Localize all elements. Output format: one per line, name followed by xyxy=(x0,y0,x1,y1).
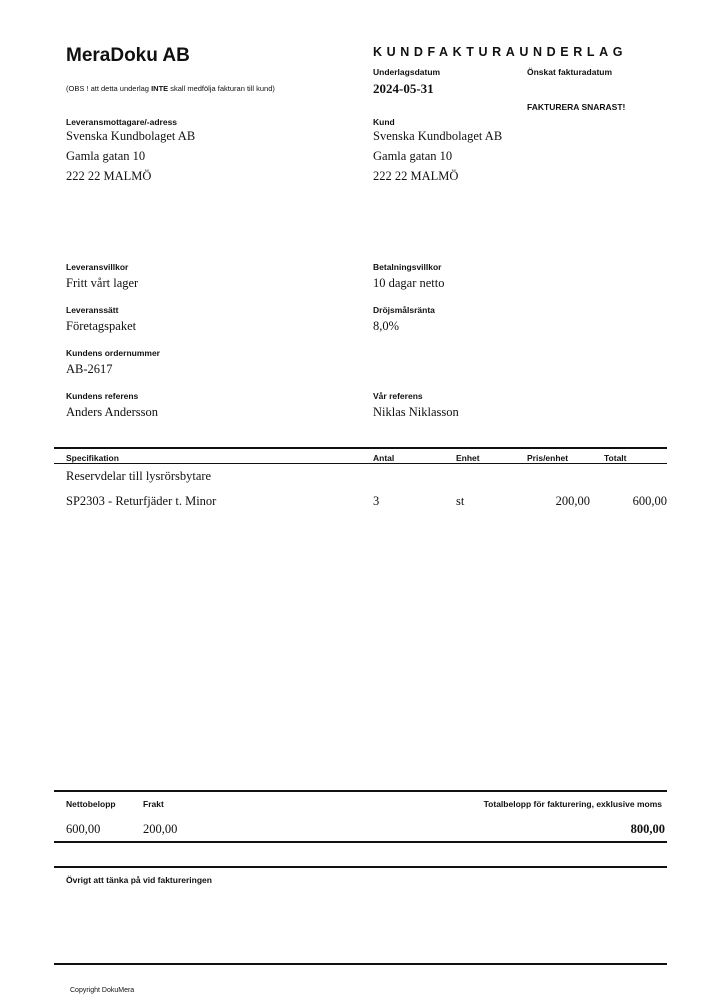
col-header-qty: Antal xyxy=(373,453,395,463)
customer-line-2: Gamla gatan 10 xyxy=(373,149,453,163)
late-interest-label: Dröjsmålsränta xyxy=(373,305,435,315)
item-qty: 3 xyxy=(373,494,380,508)
item-group-title: Reservdelar till lysrörsbytare xyxy=(66,469,212,483)
col-header-price: Pris/enhet xyxy=(527,453,569,463)
items-table-top-rule xyxy=(54,447,667,449)
delivery-address-line-1: Svenska Kundbolaget AB xyxy=(66,129,196,143)
net-amount: 600,00 xyxy=(66,822,101,836)
internal-note-prefix: (OBS ! att detta underlag xyxy=(66,84,152,93)
col-header-unit: Enhet xyxy=(456,453,480,463)
delivery-method: Företagspaket xyxy=(66,319,137,333)
totals-bottom-rule xyxy=(54,841,667,843)
customer-label: Kund xyxy=(373,117,395,127)
payment-terms-label: Betalningsvillkor xyxy=(373,262,442,272)
customer-reference-label: Kundens referens xyxy=(66,391,139,401)
order-number-label: Kundens ordernummer xyxy=(66,348,160,358)
internal-note-suffix: skall medfölja fakturan till kund) xyxy=(168,84,275,93)
requested-date-label: Önskat fakturadatum xyxy=(527,67,613,77)
delivery-address-line-2: Gamla gatan 10 xyxy=(66,149,146,163)
company-name: MeraDoku AB xyxy=(66,45,190,66)
payment-terms: 10 dagar netto xyxy=(373,276,445,290)
order-number: AB-2617 xyxy=(66,362,113,376)
grand-total-label: Totalbelopp för fakturering, exklusive moms xyxy=(483,799,662,809)
item-unit: st xyxy=(456,494,465,508)
grand-total-amount: 800,00 xyxy=(630,822,665,836)
totals-top-rule xyxy=(54,790,667,792)
other-notes-label: Övrigt att tänka på vid faktureringen xyxy=(66,875,212,885)
delivery-address-label: Leveransmottagare/-adress xyxy=(66,117,178,127)
customer-line-1: Svenska Kundbolaget AB xyxy=(373,129,503,143)
our-reference-label: Vår referens xyxy=(373,391,423,401)
customer-line-3: 222 22 MALMÖ xyxy=(373,169,459,183)
item-spec: SP2303 - Returfjäder t. Minor xyxy=(66,494,217,508)
copyright-text: Copyright DokuMera xyxy=(70,987,135,994)
internal-note-emphasis: INTE xyxy=(151,84,169,93)
freight-amount: 200,00 xyxy=(143,822,178,836)
basis-date-label: Underlagsdatum xyxy=(373,67,441,77)
items-table-header-rule xyxy=(54,463,667,464)
customer-reference: Anders Andersson xyxy=(66,405,159,419)
freight-label: Frakt xyxy=(143,799,164,809)
item-price: 200,00 xyxy=(555,494,590,508)
col-header-spec: Specifikation xyxy=(66,453,119,463)
notes-bottom-rule xyxy=(54,963,667,965)
delivery-address-line-3: 222 22 MALMÖ xyxy=(66,169,152,183)
late-interest: 8,0% xyxy=(373,319,400,333)
internal-note xyxy=(66,84,275,93)
delivery-method-label: Leveranssätt xyxy=(66,305,119,315)
net-amount-label: Nettobelopp xyxy=(66,799,116,809)
our-reference: Niklas Niklasson xyxy=(373,405,459,419)
invoice-urgent-flag: FAKTURERA SNARAST! xyxy=(527,102,626,112)
item-total: 600,00 xyxy=(632,494,667,508)
notes-top-rule xyxy=(54,866,667,868)
delivery-terms: Fritt vårt lager xyxy=(66,276,139,290)
delivery-terms-label: Leveransvillkor xyxy=(66,262,129,272)
document-title: KUNDFAKTURAUNDERLAG xyxy=(373,45,628,59)
col-header-total: Totalt xyxy=(604,453,627,463)
basis-date: 2024-05-31 xyxy=(373,81,434,96)
